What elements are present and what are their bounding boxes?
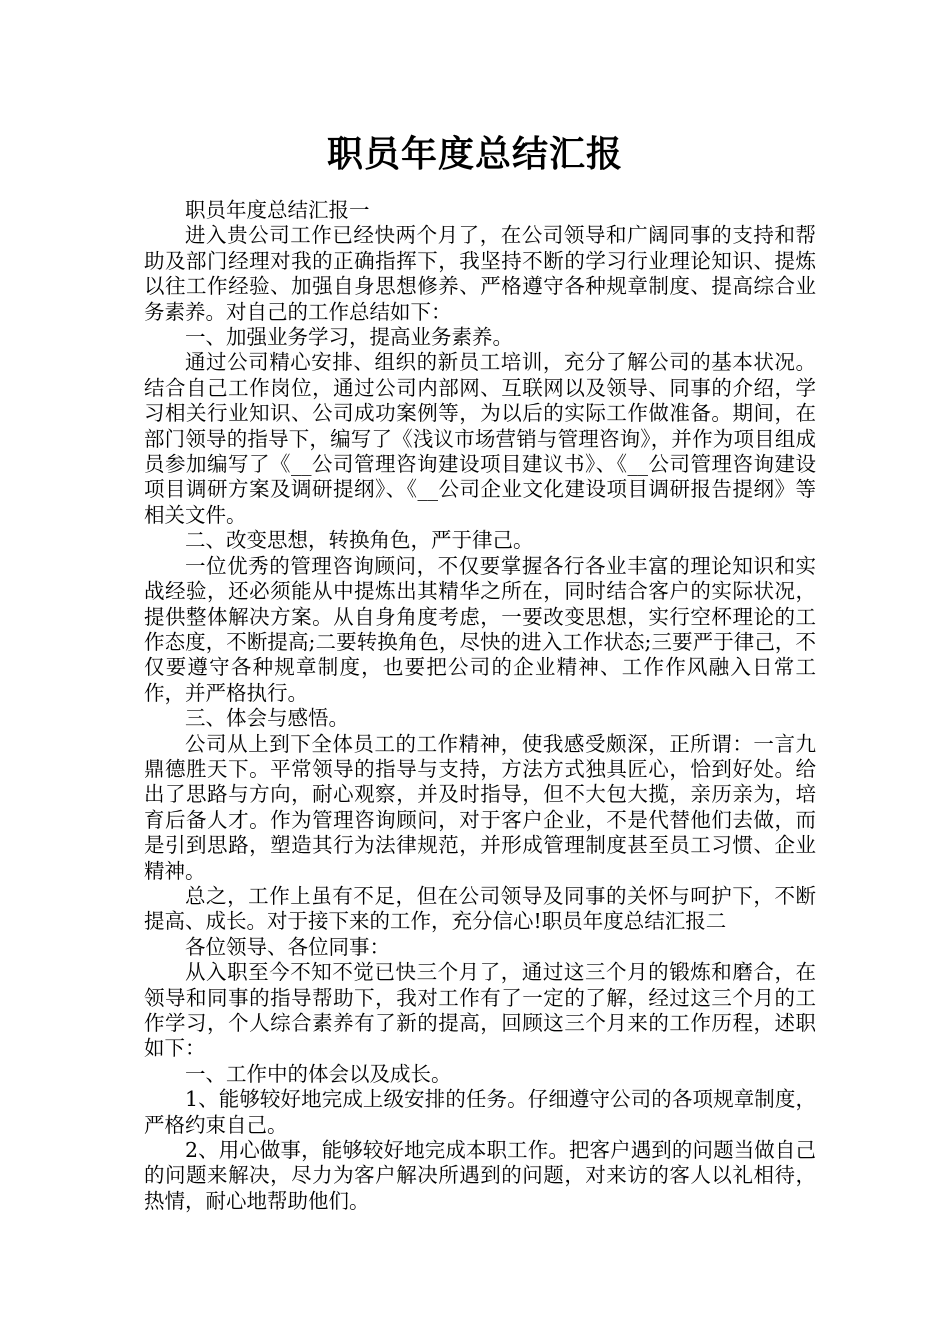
paragraph-subheading: 二、改变思想，转换角色，严于律己。	[185, 528, 534, 553]
paragraph: 从入职至今不知不觉已快三个月了，通过这三个月的锻炼和磨合，在领导和同事的指导帮助下，我对工作有了一定的了解，经过这三个月的工作学习，个人综合素养有了新的提高，回顾这三个月来的工作历程，述职如下：	[144, 960, 816, 1061]
paragraph: 一位优秀的管理咨询顾问，不仅要掌握各行各业丰富的理论知识和实战经验，还必须能从中提炼出其精华之所在，同时结合客户的实际状况，提供整体解决方案。从自身角度考虑，一要改变思想，实行空杯理论的工作态度，不断提高;二要转换角色，尽快的进入工作状态;三要严于律己，不仅要遵守各种规章制度，也要把公司的企业精神、工作作风融入日常工作，并严格执行。	[144, 553, 816, 705]
paragraph: 进入贵公司工作已经快两个月了，在公司领导和广阔同事的支持和帮助及部门经理对我的正确指挥下，我坚持不断的学习行业理论知识、提炼以往工作经验、加强自身思想修养、严格遵守各种规章制度、提高综合业务素养。对自己的工作总结如下：	[144, 223, 816, 324]
document-title: 职员年度总结汇报	[326, 134, 623, 175]
paragraph: 总之，工作上虽有不足，但在公司领导及同事的关怀与呵护下，不断提高、成长。对于接下来的工作，充分信心!职员年度总结汇报二	[144, 883, 816, 934]
paragraph-subheading: 一、工作中的体会以及成长。	[185, 1061, 452, 1086]
paragraph-section-heading-1: 职员年度总结汇报一	[185, 198, 370, 222]
paragraph: 1、能够较好地完成上级安排的任务。仔细遵守公司的各项规章制度，严格约束自己。	[144, 1087, 816, 1137]
paragraph-salutation: 各位领导、各位同事：	[185, 934, 390, 959]
paragraph: 通过公司精心安排、组织的新员工培训，充分了解公司的基本状况。结合自己工作岗位，通过公司内部网、互联网以及领导、同事的介绍，学习相关行业知识、公司成功案例等，为以后的实际工作做准备。期间，在部门领导的指导下，编写了《浅议市场营销与管理咨询》，并作为项目组成员参加编写了《__公司管理咨询建设项目建议书》、《__公司管理咨询建设项目调研方案及调研提纲》、《__公司企业文化建设项目调研报告提纲》等相关文件。	[144, 350, 816, 527]
paragraph: 2、用心做事，能够较好地完成本职工作。把客户遇到的问题当做自己的问题来解决，尽力为客户解决所遇到的问题，对来访的客人以礼相待，热情，耐心地帮助他们。	[144, 1138, 816, 1213]
paragraph-subheading: 一、加强业务学习，提高业务素养。	[185, 325, 513, 350]
paragraph-subheading: 三、体会与感悟。	[185, 706, 349, 731]
paragraph: 公司从上到下全体员工的工作精神，使我感受颇深，正所谓：一言九鼎德胜天下。平常领导的指导与支持，方法方式独具匠心，恰到好处。给出了思路与方向，耐心观察，并及时指导，但不大包大揽，亲历亲为，培育后备人才。作为管理咨询顾问，对于客户企业，不是代替他们去做，而是引到思路，塑造其行为法律规范，并形成管理制度甚至员工习惯、企业精神。	[144, 731, 816, 883]
document-body	[144, 198, 816, 1214]
